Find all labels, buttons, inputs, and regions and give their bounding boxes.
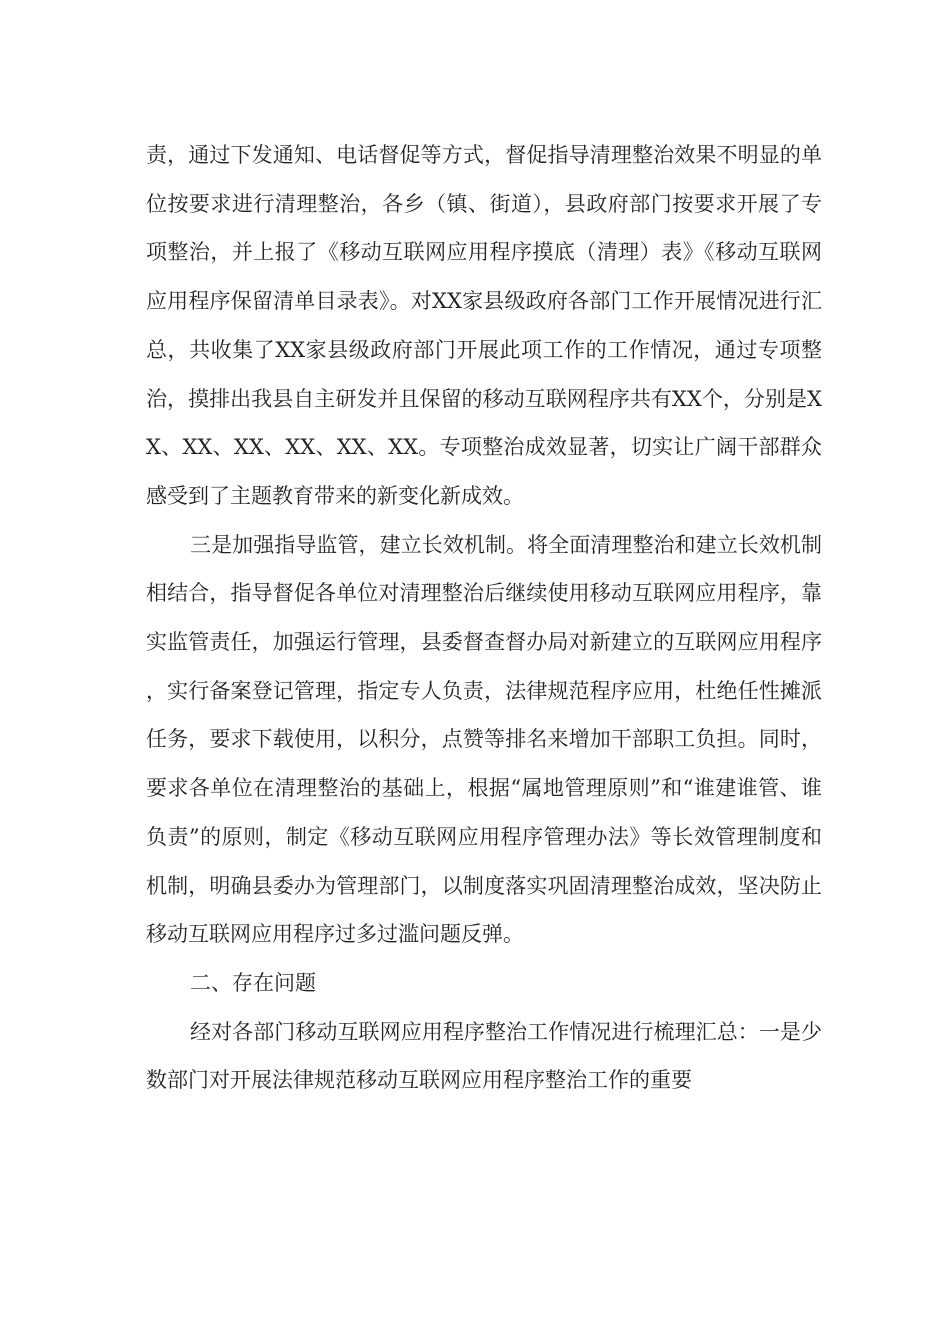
paragraph-supervision: 三是加强指导监管，建立长效机制。将全面清理整治和建立长效机制相结合，指导督促各单位对清理整治后继续使用移动互联网应用程序，靠实监管责任，加强运行管理，县委督查督办局对新建立的互联网应用程序，实行备案登记管理，指定专人负责，法律规范程序应用，杜绝任性摊派任务，要求下载使用，以积分，点赞等排名来增加干部职工负担。同时，要求各单位在清理整治的基础上，根据“属地管理原则”和“谁建谁管、谁负责”的原则，制定《移动互联网应用程序管理办法》等长效管理制度和机制，明确县委办为管理部门，以制度落实巩固清理整治成效，坚决防止移动互联网应用程序过多过滥问题反弹。	[146, 532, 822, 947]
document-body	[146, 131, 822, 1105]
paragraph-problems: 经对各部门移动互联网应用程序整治工作情况进行梳理汇总：一是少数部门对开展法律规范移动互联网应用程序整治工作的重要	[146, 1019, 822, 1093]
section-heading-problems: 二、存在问题	[190, 970, 316, 995]
paragraph-continued: 责，通过下发通知、电话督促等方式，督促指导清理整治效果不明显的单位按要求进行清理整治，各乡（镇、街道），县政府部门按要求开展了专项整治，并上报了《移动互联网应用程序摸底（清理）表》《移动互联网应用程序保留清单目录表》。对XX家县级政府各部门工作开展情况进行汇总，共收集了XX家县级政府部门开展此项工作的工作情况，通过专项整治，摸排出我县自主研发并且保留的移动互联网程序共有XX个，分别是XX、XX、XX、XX、XX、XX。专项整治成效显著，切实让广阔干部群众感受到了主题教育带来的新变化新成效。	[146, 143, 822, 508]
